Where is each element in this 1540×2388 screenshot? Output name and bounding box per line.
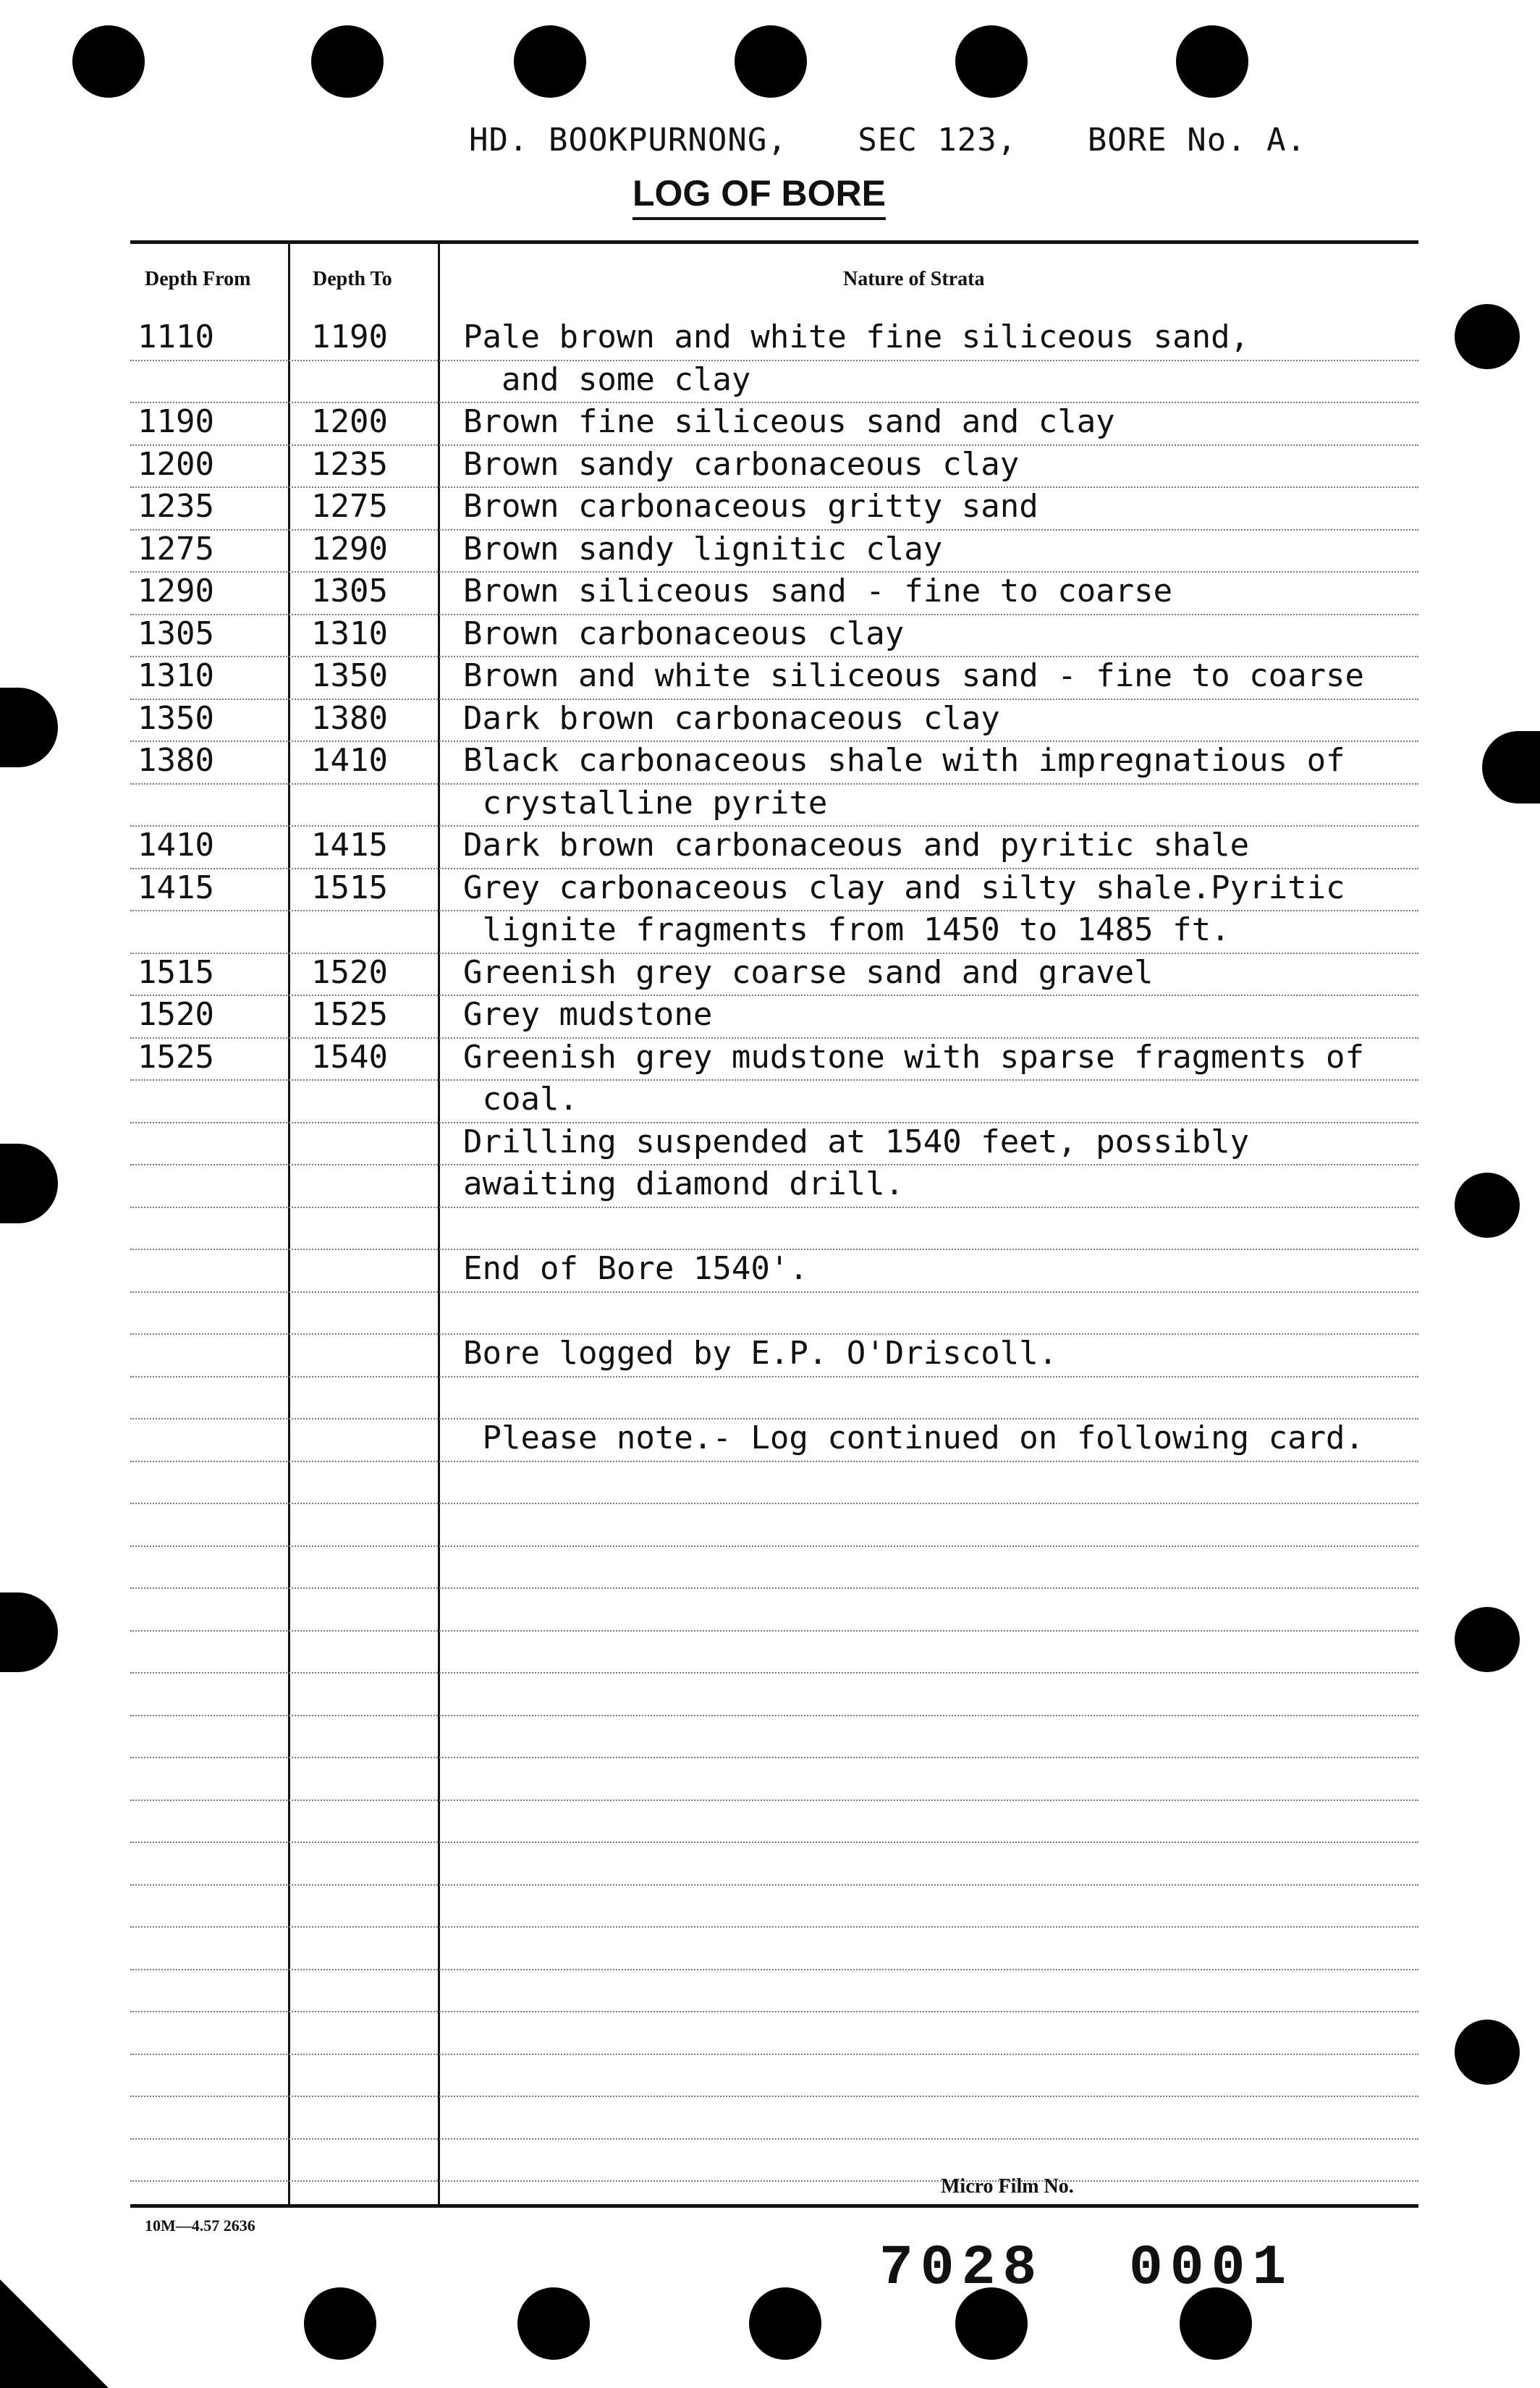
depth-from-cell: 1190 <box>138 403 214 440</box>
depth-from-cell: 1275 <box>138 530 214 568</box>
depth-from-cell: 1290 <box>138 573 214 609</box>
depth-to-cell: 1200 <box>311 403 388 440</box>
depth-to-cell: 1290 <box>311 530 388 568</box>
table-row <box>130 361 1418 404</box>
table-row <box>130 1632 1418 1674</box>
strata-cell: Brown sandy lignitic clay <box>463 530 943 568</box>
table-row <box>130 1504 1418 1547</box>
depth-to-cell: 1540 <box>311 1038 388 1076</box>
table-row <box>130 573 1418 615</box>
depth-from-cell: 1350 <box>138 699 214 737</box>
table-top-rule <box>130 240 1418 244</box>
depth-to-cell: 1525 <box>311 996 388 1033</box>
strata-cell: Pale brown and white fine siliceous sand, <box>463 318 1250 355</box>
strata-cell: awaiting diamond drill. <box>463 1165 905 1202</box>
depth-to-cell: 1275 <box>311 488 388 525</box>
depth-from-cell: 1110 <box>138 318 214 355</box>
strata-header: Nature of Strata <box>843 268 985 290</box>
depth-from-cell: 1200 <box>138 445 214 483</box>
table-row <box>130 785 1418 827</box>
depth-to-cell: 1235 <box>311 445 388 483</box>
card-header <box>469 122 1357 159</box>
strata-cell: Greenish grey coarse sand and gravel <box>463 953 1154 991</box>
table-row <box>130 2055 1418 2098</box>
depth-to-cell: 1305 <box>311 573 388 609</box>
depth-from-cell: 1415 <box>138 869 214 906</box>
depth-to-cell: 1515 <box>311 869 388 906</box>
strata-cell: Greenish grey mudstone with sparse fragments of <box>463 1038 1365 1076</box>
table-row <box>130 1377 1418 1420</box>
table-row <box>130 657 1418 700</box>
depth-to-cell: 1310 <box>311 615 388 652</box>
table-row <box>130 1250 1418 1293</box>
micro-film-label: Micro Film No. <box>941 2175 1074 2198</box>
strata-cell: Bore logged by E.P. O'Driscoll. <box>463 1335 1058 1372</box>
edge-notch <box>0 1592 58 1672</box>
table-row <box>130 1801 1418 1844</box>
table-row <box>130 1081 1418 1123</box>
punch-hole <box>514 25 586 98</box>
table-row <box>130 1547 1418 1590</box>
edge-notch <box>0 1144 58 1223</box>
strata-cell: Grey carbonaceous clay and silty shale.Pyritic <box>463 869 1345 906</box>
table-row <box>130 1928 1418 1970</box>
strata-cell: lignite fragments from 1450 to 1485 ft. <box>463 911 1230 948</box>
strata-cell: crystalline pyrite <box>463 784 828 822</box>
table-row <box>130 2097 1418 2140</box>
depth-to-cell: 1410 <box>311 742 388 779</box>
film-number-a: 7028 <box>879 2237 1044 2300</box>
punch-hole <box>311 25 384 98</box>
page-title: LOG OF BORE <box>632 172 886 220</box>
table-row <box>130 1039 1418 1081</box>
strata-cell: Brown siliceous sand - fine to coarse <box>463 573 1173 609</box>
edge-notch <box>0 688 58 767</box>
table-row <box>130 1293 1418 1336</box>
table-row <box>130 1165 1418 1208</box>
depth-to-cell: 1520 <box>311 953 388 991</box>
punch-hole <box>955 25 1028 98</box>
hundred-name: HD. BOOKPURNONG, <box>469 122 787 159</box>
strata-cell: Brown carbonaceous gritty sand <box>463 488 1038 525</box>
form-code: 10M—4.57 2636 <box>145 2216 255 2235</box>
table-row <box>130 1419 1418 1462</box>
table-row <box>130 446 1418 489</box>
table-row <box>130 996 1418 1039</box>
depth-to-header: Depth To <box>313 268 392 290</box>
table-row <box>130 911 1418 954</box>
depth-from-cell: 1380 <box>138 742 214 779</box>
punch-hole <box>735 25 807 98</box>
strata-cell: Black carbonaceous shale with impregnatious of <box>463 742 1345 779</box>
punch-hole <box>1176 25 1248 98</box>
table-row <box>130 318 1418 361</box>
strata-cell: and some clay <box>463 360 751 398</box>
table-row <box>130 531 1418 573</box>
table-row <box>130 1589 1418 1632</box>
table-row <box>130 2012 1418 2055</box>
punch-hole <box>72 25 145 98</box>
table-row <box>130 615 1418 658</box>
depth-from-cell: 1310 <box>138 657 214 694</box>
depth-to-cell: 1380 <box>311 699 388 737</box>
section-number: SEC 123, <box>858 122 1018 159</box>
punch-hole <box>1455 1607 1520 1672</box>
film-number-b: 0001 <box>1129 2237 1294 2300</box>
table-row <box>130 1716 1418 1759</box>
strata-cell: Brown carbonaceous clay <box>463 615 905 652</box>
table-row <box>130 1674 1418 1716</box>
strata-cell: Brown sandy carbonaceous clay <box>463 445 1020 483</box>
punch-hole <box>517 2287 590 2360</box>
table-row <box>130 488 1418 531</box>
strata-cell: Dark brown carbonaceous clay <box>463 699 1000 737</box>
table-row <box>130 1335 1418 1377</box>
depth-from-cell: 1305 <box>138 615 214 652</box>
depth-from-cell: 1515 <box>138 953 214 991</box>
depth-from-cell: 1525 <box>138 1038 214 1076</box>
table-row <box>130 827 1418 869</box>
strata-cell: Brown fine siliceous sand and clay <box>463 403 1115 440</box>
punch-hole <box>749 2287 821 2360</box>
table-row <box>130 1886 1418 1928</box>
punch-hole <box>1455 2020 1520 2085</box>
depth-to-cell: 1350 <box>311 657 388 694</box>
strata-cell: Please note.- Log continued on following card. <box>463 1419 1365 1456</box>
strata-cell: Brown and white siliceous sand - fine to coarse <box>463 657 1365 694</box>
table-bottom-rule <box>130 2204 1418 2208</box>
depth-from-cell: 1520 <box>138 996 214 1033</box>
strata-cell: coal. <box>463 1081 578 1118</box>
depth-from-cell: 1410 <box>138 827 214 864</box>
table-row <box>130 1123 1418 1166</box>
depth-from-header: Depth From <box>145 268 251 290</box>
table-row <box>130 1843 1418 1886</box>
table-row <box>130 1970 1418 2013</box>
table-row <box>130 1208 1418 1251</box>
table-row <box>130 742 1418 785</box>
table-row <box>130 954 1418 997</box>
table-row <box>130 1462 1418 1505</box>
depth-to-cell: 1415 <box>311 827 388 864</box>
table-row <box>130 1758 1418 1801</box>
strata-cell: Dark brown carbonaceous and pyritic shale <box>463 827 1250 864</box>
corner-cut <box>0 2279 109 2388</box>
table-row <box>130 700 1418 743</box>
table-row <box>130 403 1418 446</box>
depth-to-cell: 1190 <box>311 318 388 355</box>
strata-cell: End of Bore 1540'. <box>463 1250 808 1287</box>
table-row <box>130 2140 1418 2182</box>
table-row <box>130 869 1418 912</box>
depth-from-cell: 1235 <box>138 488 214 525</box>
punch-hole <box>304 2287 376 2360</box>
strata-cell: Drilling suspended at 1540 feet, possibly <box>463 1123 1250 1160</box>
bore-number: BORE No. A. <box>1087 122 1307 159</box>
strata-cell: Grey mudstone <box>463 996 713 1033</box>
